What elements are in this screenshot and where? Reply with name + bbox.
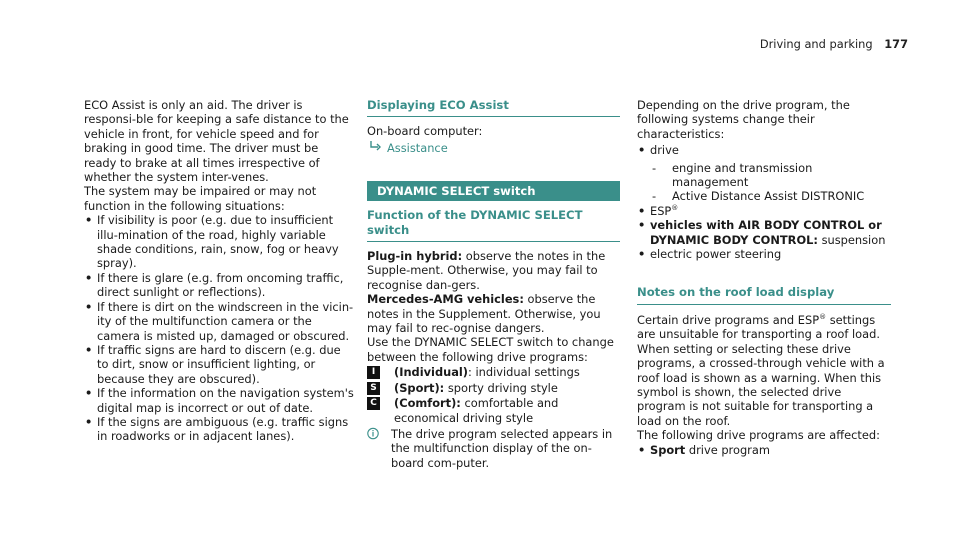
onboard-computer-label: On-board computer: [367, 124, 483, 139]
header-title: Driving and parking [759, 37, 873, 51]
registered-mark: ® [819, 313, 827, 322]
list-item: • If visibility is poor (e.g. due to insufficient illu-mination of the road, highly variable shade conditions, rain, snow, fog or heavy spray). [84, 213, 354, 271]
drive-program-intro: Depending on the drive program, the following systems change their characteristics: [637, 98, 850, 141]
column-2 [367, 98, 620, 470]
drive-sublist [650, 161, 891, 204]
plugin-hybrid-text: observe the notes in the Supple-ment. Otherwise, you may fail to recognise dan-gers. [367, 249, 606, 292]
amg-text: observe the notes in the Supplement. Otherwise, you may fail to rec-ognise dangers. [367, 292, 601, 336]
roof-load-p1a: Certain drive programs and ESP [637, 312, 820, 327]
list-item: • If there is glare (e.g. from oncoming traffic, direct sunlight or reflections). [84, 271, 354, 300]
program-individual [367, 365, 620, 379]
amg-note [367, 292, 620, 335]
list-item [637, 143, 891, 204]
sport-program-icon: S [367, 382, 380, 395]
program-text: : individual settings [468, 365, 580, 380]
column-1 [84, 98, 354, 444]
roof-load-p1 [637, 313, 891, 342]
info-note [367, 427, 620, 470]
eco-assist-warning: ECO Assist is only an aid. The driver is responsi-ble for keeping a safe distance to the vehicle in front, for vehicle speed and for braking in good time. The driver must be ready to brake at all times irrespective of whether the system inter-venes. [84, 98, 349, 185]
column-3 [637, 98, 891, 457]
registered-mark: ® [671, 204, 679, 213]
affected-programs-list [637, 443, 891, 457]
page-header [760, 37, 908, 51]
plugin-hybrid-note [367, 249, 620, 292]
plugin-hybrid-label: Plug-in hybrid: [367, 249, 463, 264]
list-item: • If the signs are ambiguous (e.g. traffic signs in roadworks or in adjacent lanes). [84, 415, 354, 444]
program-text: sporty driving style [444, 380, 558, 395]
impairment-list [84, 213, 354, 444]
program-comfort [367, 396, 620, 425]
list-item: • If the information on the navigation system's digital map is incorrect or out of date. [84, 386, 354, 415]
program-label: (Comfort): [394, 396, 461, 411]
program-label: (Sport): [394, 380, 445, 395]
roof-load-p1b: settings are unsuitable for transporting a roof load. [637, 312, 880, 342]
page-number: 177 [884, 37, 908, 51]
program-label: (Individual) [394, 365, 469, 380]
comfort-program-icon: C [367, 397, 380, 410]
sport-text: drive program [685, 442, 770, 457]
menu-arrow-icon [369, 141, 383, 155]
section-band-dynamic-select: DYNAMIC SELECT switch [367, 181, 620, 201]
heading-displaying-eco-assist: Displaying ECO Assist [367, 98, 620, 117]
list-item: • If traffic signs are hard to discern (e.g. due to dirt, snow or insufficient lighting, or because they are obscured). [84, 343, 354, 386]
item-esp: ESP [650, 203, 672, 218]
individual-program-icon: I [367, 366, 380, 379]
air-body-label: vehicles with AIR BODY CONTROL or DYNAMIC BODY CONTROL: [650, 218, 882, 247]
air-body-text: suspension [817, 232, 886, 247]
sub-item: - engine and transmission management [650, 161, 891, 190]
systems-list [637, 143, 891, 261]
item-drive: drive [650, 143, 679, 158]
list-item [637, 204, 891, 218]
list-item [637, 218, 891, 247]
heading-function-dynamic-select: Function of the DYNAMIC SELECT switch [367, 208, 620, 242]
list-item: • electric power steering [637, 247, 891, 261]
note-text: The drive program selected appears in the multifunction display of the on-board com-puter. [391, 426, 613, 470]
list-item: • If there is dirt on the windscreen in the vicin-ity of the multifunction camera or the camera is misted up, damaged or obscured. [84, 300, 354, 343]
sub-item: - Active Distance Assist DISTRONIC [650, 189, 891, 203]
impairment-intro: The system may be impaired or may not function in the following situations: [84, 184, 317, 213]
amg-label: Mercedes-AMG vehicles: [367, 292, 524, 307]
program-sport [367, 381, 620, 395]
roof-load-p2: When setting or selecting these drive programs, a crossed-through vehicle with a roof load is shown as a warning. When this symbol is shown, the selected drive program is not suitable for transporting a load on the roof. [637, 341, 885, 428]
list-item [637, 443, 891, 457]
menu-path [367, 141, 620, 155]
program-text: comfortable and economical driving style [394, 396, 559, 425]
roof-load-p3: The following drive programs are affected: [637, 428, 880, 443]
info-icon [367, 427, 391, 470]
heading-roof-load: Notes on the roof load display [637, 285, 891, 304]
sport-label: Sport [650, 442, 686, 457]
use-switch-text: Use the DYNAMIC SELECT switch to change between the following drive programs: [367, 335, 614, 364]
menu-assistance[interactable]: Assistance [387, 140, 448, 155]
